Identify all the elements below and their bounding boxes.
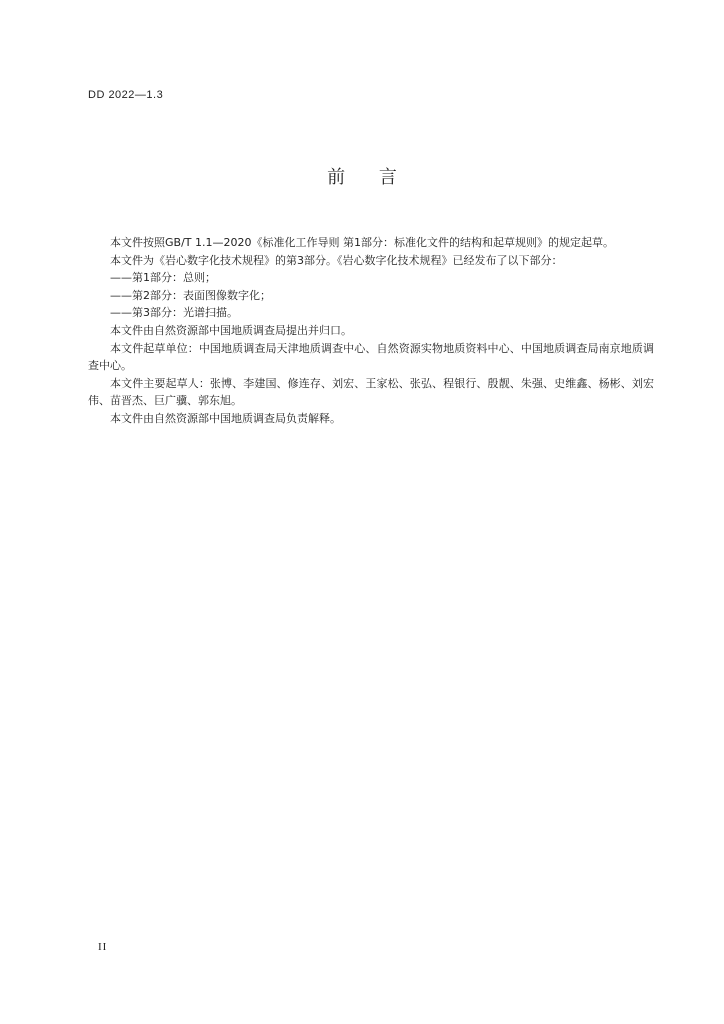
list-item-part-2: ——第2部分：表面图像数字化； [110,288,271,302]
paragraph-interpretation: 本文件由自然资源部中国地质调查局负责解释。 [110,411,341,425]
list-item-part-3: ——第3部分：光谱扫描。 [110,306,238,320]
paragraph-drafting-standard: 本文件按照GB/T 1.1—2020《标准化工作导则 第1部分：标准化文件的结构和起草规则》的规定起草。 [110,236,614,249]
paragraph-drafters: 本文件主要起草人：张博、李建国、修连存、刘宏、王家松、张弘、程银行、殷靓、朱强、史维鑫、杨彬、刘宏伟、苗晋杰、巨广骥、郭东旭。 [88,376,654,408]
page-number: II [98,941,108,953]
foreword-body [88,234,654,428]
document-code: DD 2022—1.3 [88,89,164,101]
paragraph-series-intro: 本文件为《岩心数字化技术规程》的第3部分。《岩心数字化技术规程》已经发布了以下部分： [110,253,563,267]
list-item-part-1: ——第1部分：总则； [110,271,216,285]
paragraph-proposer: 本文件由自然资源部中国地质调查局提出并归口。 [110,323,352,337]
page-title: 前 言 [327,167,411,188]
paragraph-drafting-units: 本文件起草单位：中国地质调查局天津地质调查中心、自然资源实物地质资料中心、中国地质调查局南京地质调查中心。 [88,341,654,373]
